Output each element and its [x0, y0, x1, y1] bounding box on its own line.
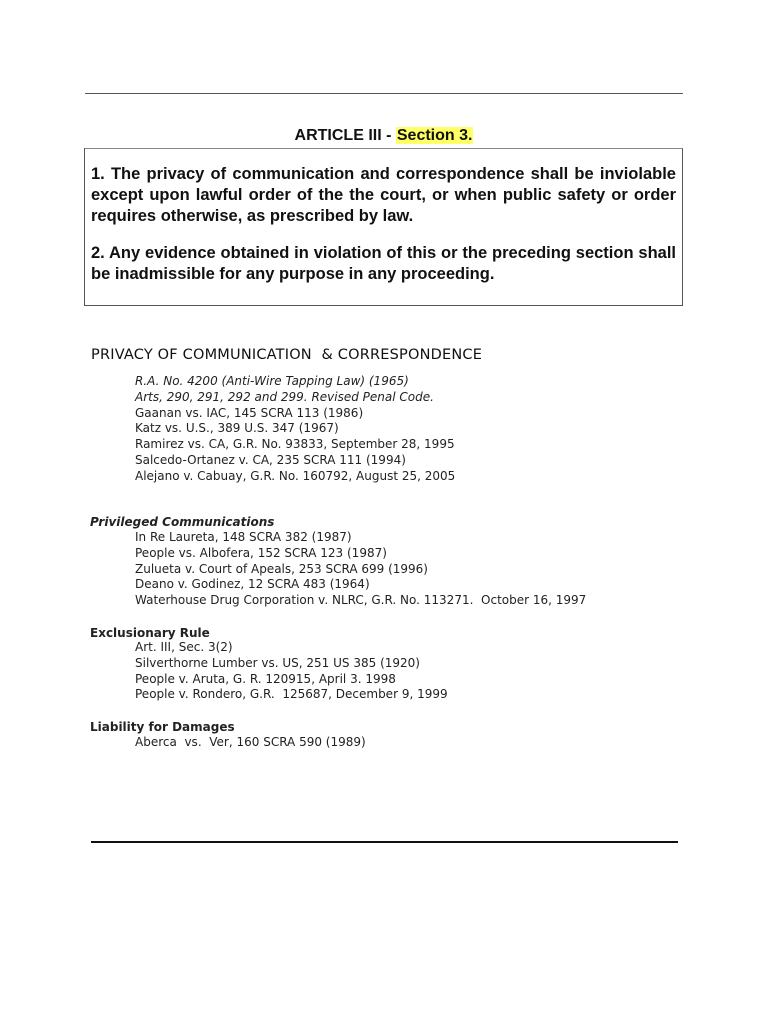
reference-item: Silverthorne Lumber vs. US, 251 US 385 (1920) [135, 655, 420, 670]
reference-item: R.A. No. 4200 (Anti-Wire Tapping Law) (1965) [135, 374, 409, 388]
reference-item: Ramirez vs. CA, G.R. No. 93833, September 28, 1995 [135, 437, 455, 452]
reference-item: People v. Aruta, G. R. 120915, April 3. 1998 [135, 671, 396, 686]
reference-item: Katz vs. U.S., 389 U.S. 347 (1967) [135, 421, 339, 436]
liability-list [135, 735, 366, 751]
reference-item: Alejano v. Cabuay, G.R. No. 160792, August 25, 2005 [135, 468, 456, 483]
main-reference-list [135, 374, 455, 485]
reference-item: In Re Laureta, 148 SCRA 382 (1987) [135, 530, 352, 544]
bottom-divider [91, 841, 678, 843]
reference-item: People v. Rondero, G.R. 125687, December 9, 1999 [135, 687, 448, 702]
reference-item: Zulueta v. Court of Apeals, 253 SCRA 699 (1996) [135, 561, 428, 576]
privileged-list [135, 530, 586, 609]
reference-item: Gaanan vs. IAC, 145 SCRA 113 (1986) [135, 405, 364, 420]
article-heading [0, 125, 768, 147]
liability-heading: Liability for Damages [90, 720, 235, 734]
reference-item: Salcedo-Ortanez v. CA, 235 SCRA 111 (1994) [135, 452, 406, 467]
exclusionary-list [135, 640, 448, 703]
reference-item: Art. III, Sec. 3(2) [135, 640, 233, 654]
provision-box [84, 148, 683, 306]
privileged-heading: Privileged Communications [90, 515, 275, 529]
reference-item: People vs. Albofera, 152 SCRA 123 (1987) [135, 545, 387, 560]
article-label: ARTICLE III - [294, 127, 396, 144]
top-divider [85, 93, 683, 94]
section-label-highlighted: Section 3. [396, 127, 473, 144]
provision-paragraph-1: 1. The privacy of communication and correspondence shall be inviolable except upon lawful order of the the court, or when public safety or order requires otherwise, as prescribed by law. [91, 165, 676, 225]
provision-paragraph-2: 2. Any evidence obtained in violation of this or the preceding section shall be inadmissible for any purpose in any proceeding. [91, 244, 676, 283]
reference-item: Waterhouse Drug Corporation v. NLRC, G.R. No. 113271. October 16, 1997 [135, 593, 587, 608]
reference-item: Aberca vs. Ver, 160 SCRA 590 (1989) [135, 735, 366, 749]
reference-item: Deano v. Godinez, 12 SCRA 483 (1964) [135, 577, 370, 592]
exclusionary-heading: Exclusionary Rule [90, 626, 210, 640]
section-title: PRIVACY OF COMMUNICATION & CORRESPONDENCE [91, 347, 483, 363]
reference-item: Arts, 290, 291, 292 and 299. Revised Penal Code. [135, 389, 434, 404]
